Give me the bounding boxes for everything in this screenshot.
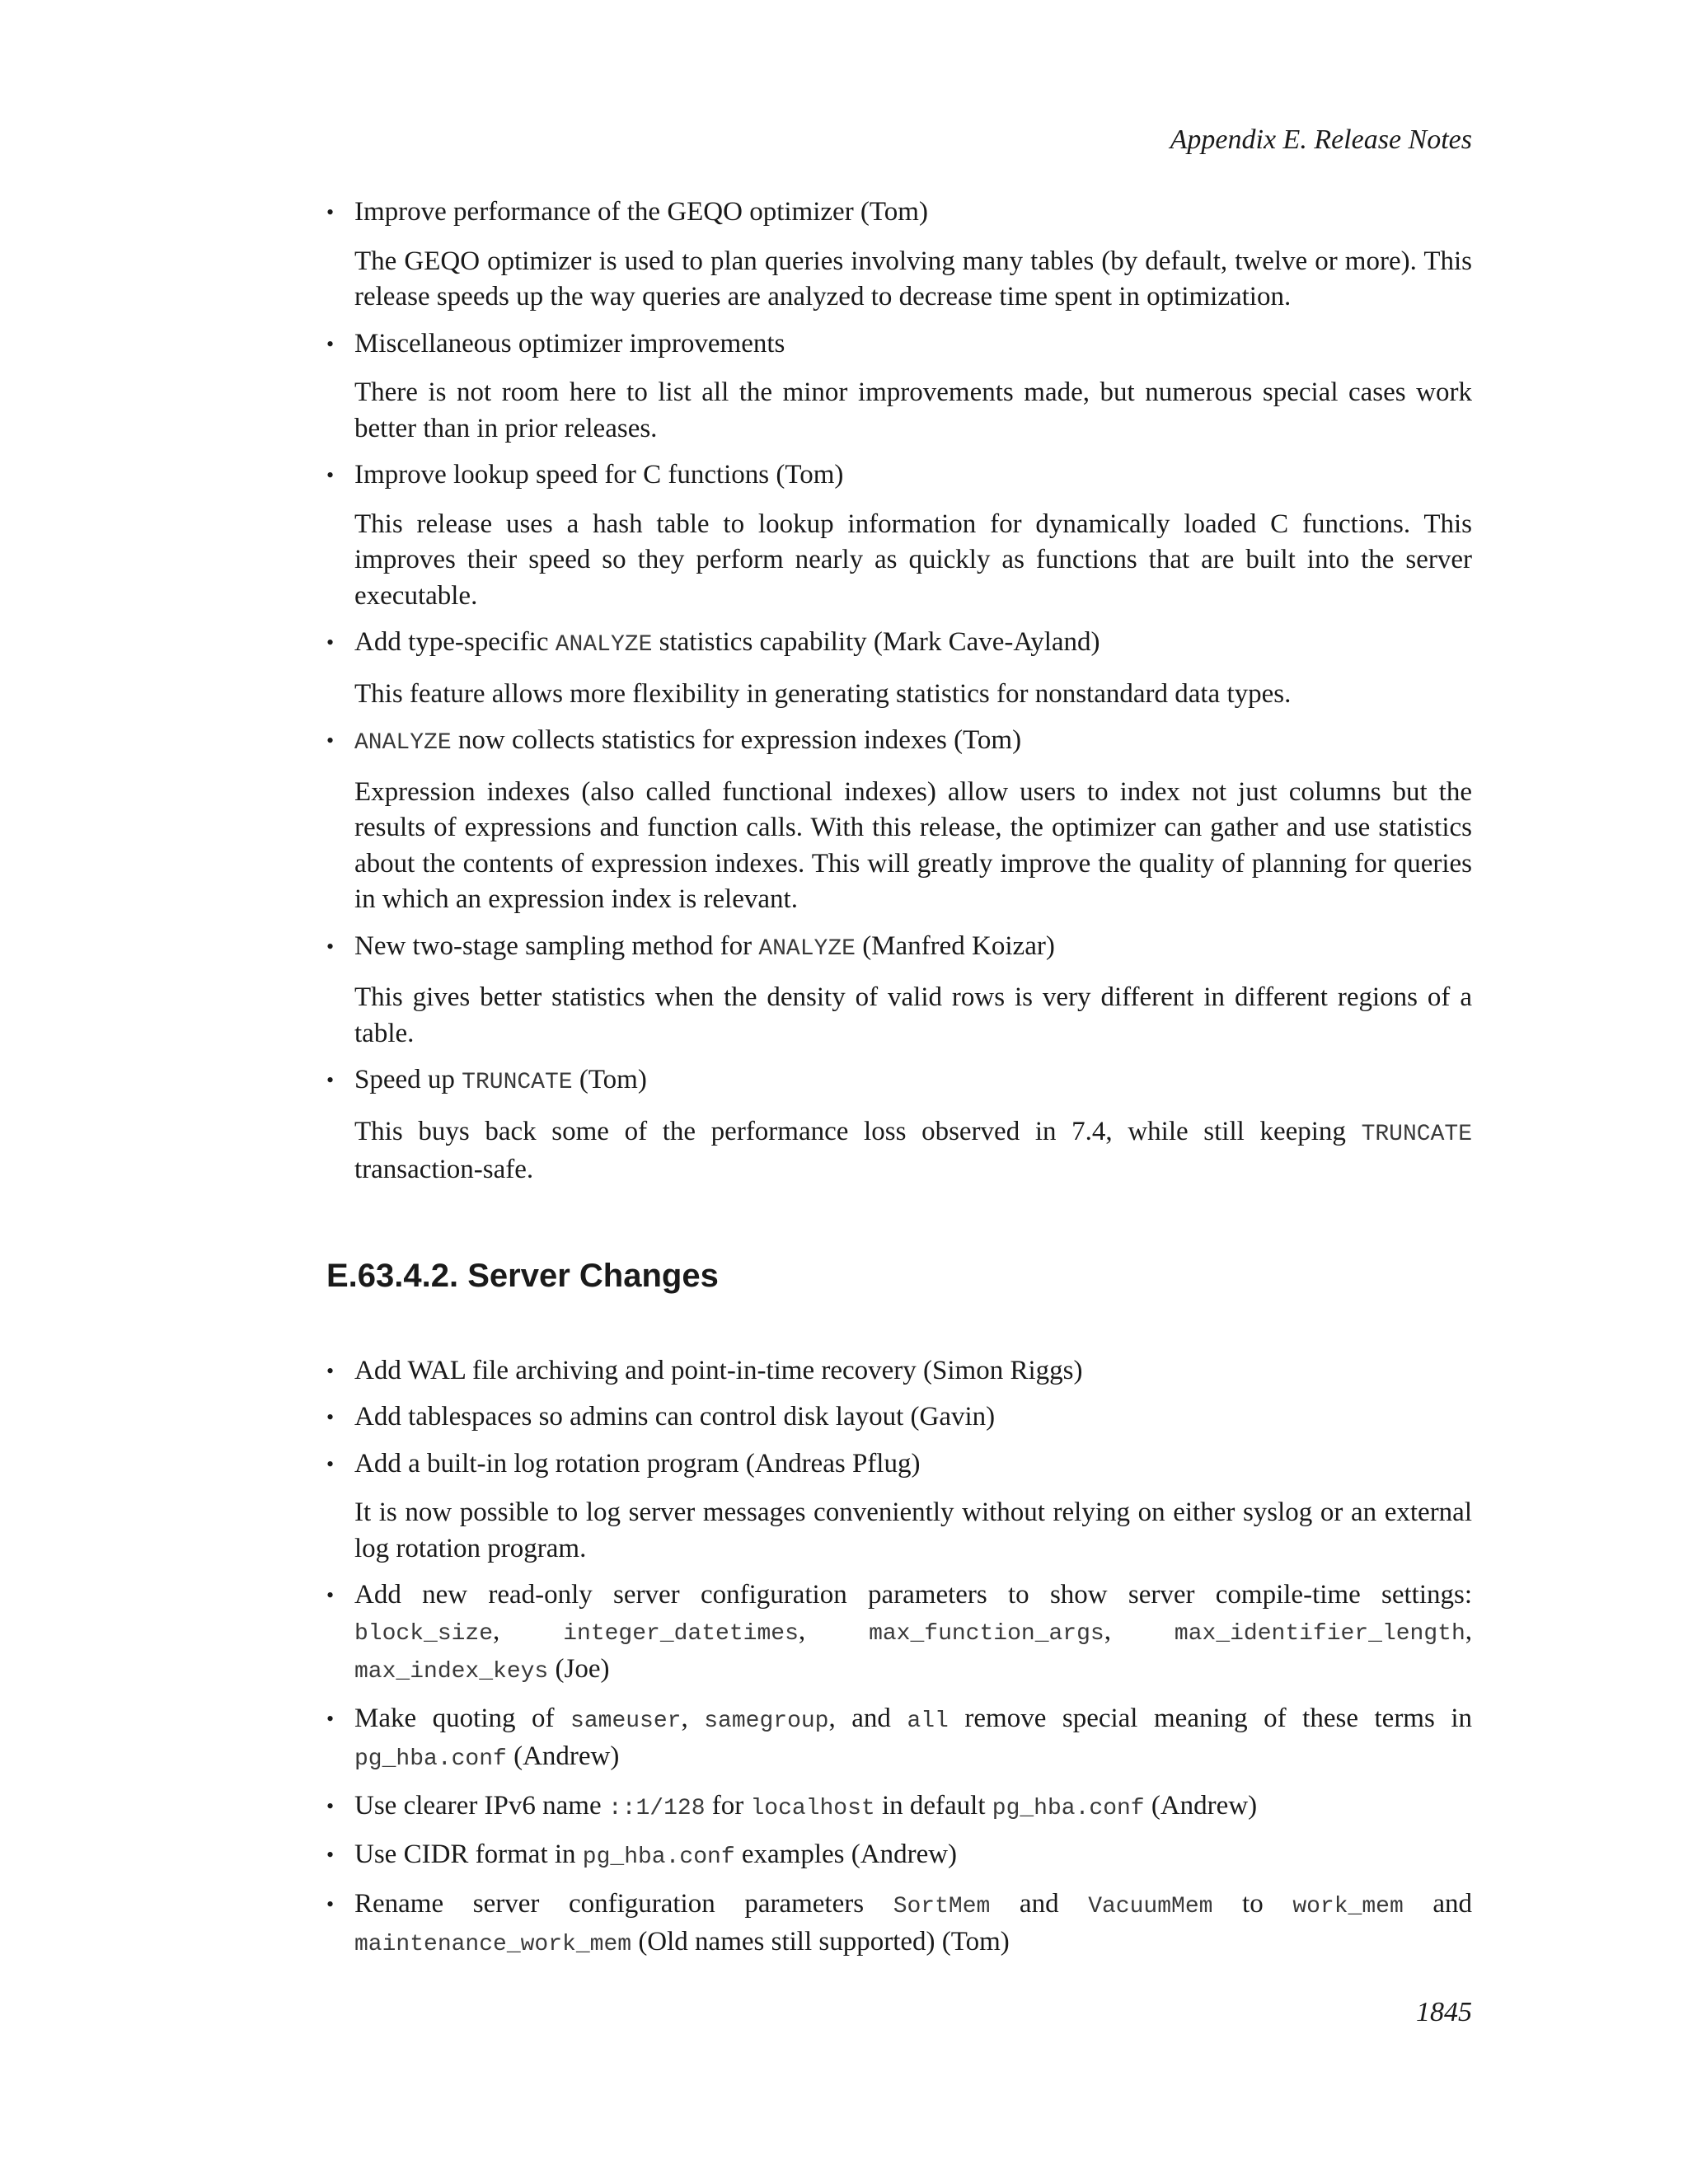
code-vacuummem: VacuumMem (1088, 1893, 1213, 1919)
code-analyze: ANALYZE (354, 730, 452, 756)
code-pg-hba-conf: pg_hba.conf (354, 1746, 507, 1772)
item-title: Add WAL file archiving and point-in-time recovery (Simon Riggs) (354, 1355, 1083, 1385)
code-block-size: block_size (354, 1620, 494, 1647)
code-ipv6-localhost: ::1/128 (607, 1795, 706, 1821)
bullet-icon: • (326, 463, 335, 487)
item-title: New two-stage sampling method for ANALYZE (Manfred Koizar) (354, 930, 1055, 962)
bullet-icon: • (326, 1583, 335, 1607)
bullet-icon: • (326, 1451, 335, 1476)
item-title: ANALYZE now collects statistics for expression indexes (Tom) (354, 725, 1022, 756)
list-item (326, 1701, 1472, 1778)
code-sortmem: SortMem (893, 1893, 991, 1919)
item-title: Rename server configuration parameters SortMem and VacuumMem to work_mem and maintenance_work_mem (Old names still supported) (Tom) (354, 1888, 1473, 1957)
code-analyze: ANALYZE (555, 632, 653, 658)
item-title: Make quoting of sameuser, samegroup, and all remove special meaning of these terms in pg_hba.conf (Andrew) (354, 1703, 1473, 1772)
list-item (326, 1446, 1472, 1568)
bullet-icon: • (326, 1405, 335, 1429)
item-description: The GEQO optimizer is used to plan queries involving many tables (by default, twelve or more). This release speeds up the way queries are analyzed to decrease time spent in optimization. (354, 246, 1472, 312)
item-title: Add type-specific ANALYZE statistics capability (Mark Cave-Ayland) (354, 627, 1100, 658)
bullet-icon: • (326, 331, 335, 356)
list-item (326, 1062, 1472, 1188)
item-description: There is not room here to list all the minor improvements made, but numerous special cases work better than in prior releases. (354, 377, 1472, 443)
list-item (326, 326, 1472, 448)
item-description: Expression indexes (also called functional indexes) allow users to index not just columns but the results of expressions and function calls. With this release, the optimizer can gather and use statistics about the contents of expression indexes. This will greatly improve the quality of planning for queries in which an expression index is relevant. (354, 776, 1472, 914)
list-item (326, 1837, 1472, 1876)
optimizer-changes-list (326, 194, 1472, 1188)
list-item (326, 625, 1472, 712)
running-header: Appendix E. Release Notes (1170, 124, 1472, 155)
code-integer-datetimes: integer_datetimes (563, 1620, 799, 1647)
list-item (326, 194, 1472, 316)
item-title: Add new read-only server configuration parameters to show server compile-time settings: block_size, integer_datetimes, max_function_args, max_identifier_length, max_index_keys (Joe) (354, 1580, 1473, 1685)
code-samegroup: samegroup (704, 1708, 829, 1734)
item-description: This feature allows more flexibility in generating statistics for nonstandard data types. (354, 678, 1292, 709)
code-max-function-args: max_function_args (869, 1620, 1104, 1647)
bullet-icon: • (326, 1843, 335, 1867)
item-title: Add a built-in log rotation program (Andreas Pflug) (354, 1448, 921, 1479)
page-content (326, 194, 1472, 1974)
code-work-mem: work_mem (1292, 1893, 1404, 1919)
item-title: Speed up TRUNCATE (Tom) (354, 1065, 647, 1095)
list-item (326, 1399, 1472, 1436)
item-description: This release uses a hash table to lookup information for dynamically loaded C functions. This improves their speed so they perform nearly as quickly as functions that are built into the server executable. (354, 509, 1472, 611)
item-description: It is now possible to log server messages conveniently without relying on either syslog or an external log rotation program. (354, 1497, 1472, 1563)
bullet-icon: • (326, 200, 335, 224)
list-item (326, 1886, 1472, 1963)
list-item (326, 457, 1472, 614)
list-item (326, 723, 1472, 918)
code-truncate: TRUNCATE (1361, 1121, 1472, 1147)
item-title: Use clearer IPv6 name ::1/128 for localhost in default pg_hba.conf (Andrew) (354, 1790, 1258, 1821)
code-all: all (907, 1708, 949, 1734)
code-truncate: TRUNCATE (462, 1070, 573, 1095)
bullet-icon: • (326, 1891, 335, 1916)
code-localhost: localhost (750, 1795, 875, 1821)
bullet-icon: • (326, 630, 335, 654)
item-description: This gives better statistics when the density of valid rows is very different in different regions of a table. (354, 982, 1472, 1048)
section-heading: E.63.4.2. Server Changes (326, 1257, 719, 1294)
item-title: Improve performance of the GEQO optimizer (Tom) (354, 197, 928, 227)
code-pg-hba-conf: pg_hba.conf (992, 1795, 1145, 1821)
bullet-icon: • (326, 934, 335, 958)
bullet-icon: • (326, 729, 335, 752)
item-title: Improve lookup speed for C functions (Tom) (354, 460, 844, 490)
server-changes-list (326, 1353, 1472, 1963)
item-title: Use CIDR format in pg_hba.conf examples (Andrew) (354, 1840, 958, 1870)
code-sameuser: sameuser (570, 1708, 682, 1734)
bullet-icon: • (326, 1706, 335, 1731)
code-pg-hba-conf: pg_hba.conf (582, 1844, 735, 1870)
bullet-icon: • (326, 1068, 335, 1092)
list-item (326, 929, 1472, 1052)
list-item (326, 1788, 1472, 1827)
code-analyze: ANALYZE (758, 935, 856, 962)
code-max-index-keys: max_index_keys (354, 1659, 549, 1685)
item-title: Add tablespaces so admins can control disk layout (Gavin) (354, 1402, 996, 1432)
bullet-icon: • (326, 1793, 335, 1818)
code-maintenance-work-mem: maintenance_work_mem (354, 1932, 632, 1957)
item-title: Miscellaneous optimizer improvements (354, 328, 785, 359)
list-item (326, 1577, 1472, 1690)
item-description: This buys back some of the performance loss observed in 7.4, while still keeping TRUNCATE transaction-safe. (354, 1116, 1472, 1184)
page-number: 1845 (1416, 1997, 1472, 2027)
bullet-icon: • (326, 1358, 335, 1383)
code-max-identifier-length: max_identifier_length (1174, 1620, 1465, 1647)
list-item (326, 1353, 1472, 1390)
